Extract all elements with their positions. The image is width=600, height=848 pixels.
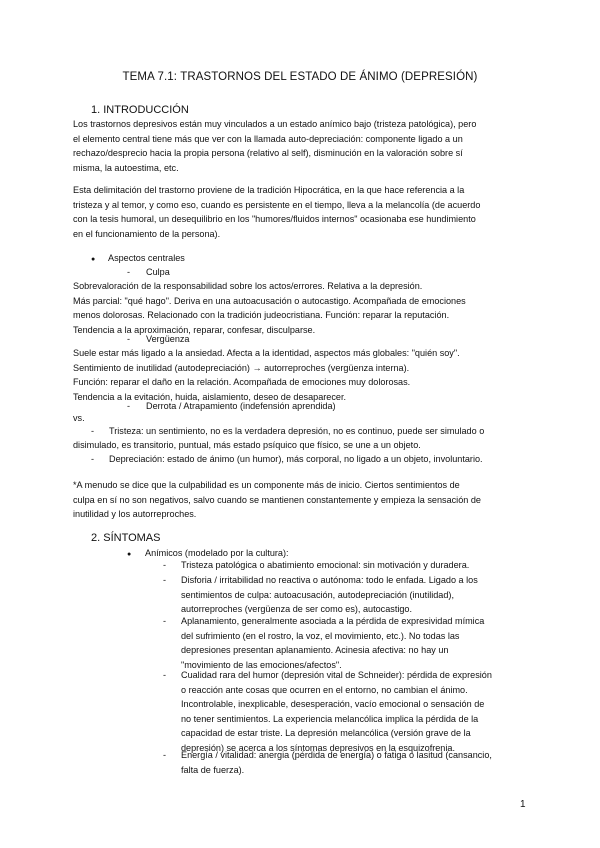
depreciacion-item — [91, 452, 483, 467]
intro-paragraph-2 — [73, 183, 533, 241]
text-line: *A menudo se dice que la culpabilidad es un componente más de inicio. Ciertos sentimientos de — [73, 480, 460, 490]
tristeza-item — [91, 424, 484, 439]
text-line: tristeza y al temor, y como eso, cuando es persistente en el tiempo, lleva a la melancolía (de acuerdo — [73, 199, 481, 210]
text-line: rechazo/desprecio hacia la propia persona (relativo al self), disminución en la valoración sobre sí — [73, 148, 463, 159]
text-line: Tendencia a la evitación, huida, aislamiento, deseo de desaparecer. — [73, 391, 346, 402]
symptom-item — [163, 558, 521, 573]
text-line: Sobrevaloración de la responsabilidad sobre los actos/errores. Relativa a la depresión. — [73, 281, 423, 291]
dash-icon: - — [127, 401, 131, 411]
text-line: Disforia / irritabilidad no reactiva o autónoma: todo le enfada. Ligado a los — [181, 575, 478, 585]
text-line: Aplanamiento, generalmente asociada a la pérdida de expresividad mímica — [181, 616, 485, 626]
text-line: sentimientos de culpa: autoacusación, autodepreciación (inutilidad), — [181, 589, 454, 600]
text-line: autorreproches (vergüenza de ser como es), autocastigo. — [181, 604, 413, 615]
text-line: capacidad de estar triste. La depresión melancólica (versión grave de la — [181, 728, 471, 739]
text-line: del sufrimiento (en el rostro, la voz, el movimiento, etc.). No todas las — [181, 630, 460, 641]
dash-icon: - — [163, 616, 167, 626]
bullet-label: Anímicos (modelado por la cultura): — [145, 548, 289, 558]
dash-icon: - — [127, 334, 131, 344]
text-line: con la tesis humoral, un desequilibrio en los "humores/fluidos internos" ocasionaba ese hundimiento — [73, 214, 476, 225]
text-line: Tendencia a la aproximación, reparar, confesar, disculparse. — [73, 324, 316, 335]
dash-icon: - — [163, 670, 167, 680]
text-line: Más parcial: "qué hago". Deriva en una autoacusación o autocastigo. Acompañada de emociones — [73, 295, 466, 306]
text-line: Tristeza patológica o abatimiento emocional: sin motivación y duradera. — [181, 560, 470, 570]
symptom-item — [163, 668, 521, 756]
text-line: inutilidad y los autorreproches. — [73, 509, 197, 520]
text-line: Los trastornos depresivos están muy vinculados a un estado anímico bajo (tristeza patológica), pero — [73, 119, 477, 129]
culpa-subitem — [127, 265, 170, 280]
text-line: Cualidad rara del humor (depresión vital de Schneider): pérdida de expresión — [181, 670, 492, 680]
culpa-note — [73, 478, 533, 522]
dash-icon: - — [163, 750, 167, 760]
dash-icon: - — [127, 267, 131, 277]
text-line: Tristeza: un sentimiento, no es la verdadera depresión, no es continuo, puede ser simulado o — [109, 426, 485, 436]
text-line: culpa en sí no son negativos, salvo cuando se mantienen constantemente y empieza la sensación de — [73, 494, 481, 505]
text-line: Energía / vitalidad: anergia (pérdida de energía) o fatiga o lasitud (cansancio, — [181, 750, 492, 760]
culpa-description — [73, 279, 533, 337]
text-line: falta de fuerza). — [181, 764, 245, 775]
subitem-label: Vergüenza — [146, 334, 190, 344]
text-line: Incontrolable, inexplicable, desesperación, vacío emocional o sensación de — [181, 699, 485, 710]
text-line: depresiones presentan aplanamiento. Acinesia afectiva: no hay un — [181, 645, 449, 656]
section-heading-introduccion: 1. INTRODUCCIÓN — [91, 104, 189, 116]
page-number: 1 — [520, 799, 526, 810]
verguenza-description — [73, 346, 533, 404]
text-line: misma, la autoestima, etc. — [73, 162, 179, 173]
derrota-subitem — [127, 399, 336, 414]
text-line: "movimiento de las emociones/afectos". — [181, 659, 342, 670]
text-line: Sentimiento de inutilidad (autodepreciación) → autorreproches (vergüenza interna). — [73, 362, 410, 373]
text-line: en el funcionamiento de la persona). — [73, 228, 221, 239]
dash-icon: - — [91, 454, 95, 464]
text-line: Función: reparar el daño en la relación. Acompañada de emociones muy dolorosas. — [73, 377, 411, 388]
verguenza-subitem — [127, 332, 189, 347]
text-line: depresión) se acerca a los síntomas depresivos en la esquizofrenia. — [181, 742, 455, 753]
text-line: Esta delimitación del trastorno proviene de la tradición Hipocrática, en la que hace referencia a la — [73, 185, 465, 195]
dash-icon: - — [91, 426, 95, 436]
text-line: no tener sentimientos. La experiencia melancólica implica la pérdida de la — [181, 713, 479, 724]
section-heading-sintomas: 2. SÍNTOMAS — [91, 532, 161, 544]
vs-label: vs. — [73, 413, 85, 423]
text-line: menos dolorosas. Relacionado con la tradición judeocristiana. Función: reparar la reputación. — [73, 310, 450, 321]
symptom-item — [163, 748, 521, 777]
subitem-label: Derrota / Atrapamiento (indefensión aprendida) — [146, 401, 336, 411]
text-line: Suele estar más ligado a la ansiedad. Afecta a la identidad, aspectos más globales: "quién soy". — [73, 348, 460, 358]
text-line: Depreciación: estado de ánimo (un humor), más corporal, no ligado a un objeto, involuntario. — [109, 454, 483, 464]
text-line: el elemento central tiene más que ver con la llamada auto-depreciación: componente ligado a un — [73, 133, 463, 144]
dash-icon: - — [163, 560, 167, 570]
page-title: TEMA 7.1: TRASTORNOS DEL ESTADO DE ÁNIMO (DEPRESIÓN) — [122, 71, 478, 83]
symptom-item — [163, 573, 521, 617]
text-line: o reacción ante cosas que ocurren en el entorno, no cambian el ánimo. — [181, 684, 468, 695]
bullet-icon: ● — [127, 551, 132, 558]
bullet-icon: ● — [91, 256, 96, 263]
subitem-label: Culpa — [146, 267, 170, 277]
bullet-label: Aspectos centrales — [108, 253, 185, 263]
intro-paragraph-1 — [73, 117, 533, 175]
tristeza-continuation: disimulado, es transitorio, puntual, más estado psíquico que físico, se une a un objeto. — [73, 440, 421, 450]
symptom-item — [163, 614, 521, 672]
dash-icon: - — [163, 575, 167, 585]
